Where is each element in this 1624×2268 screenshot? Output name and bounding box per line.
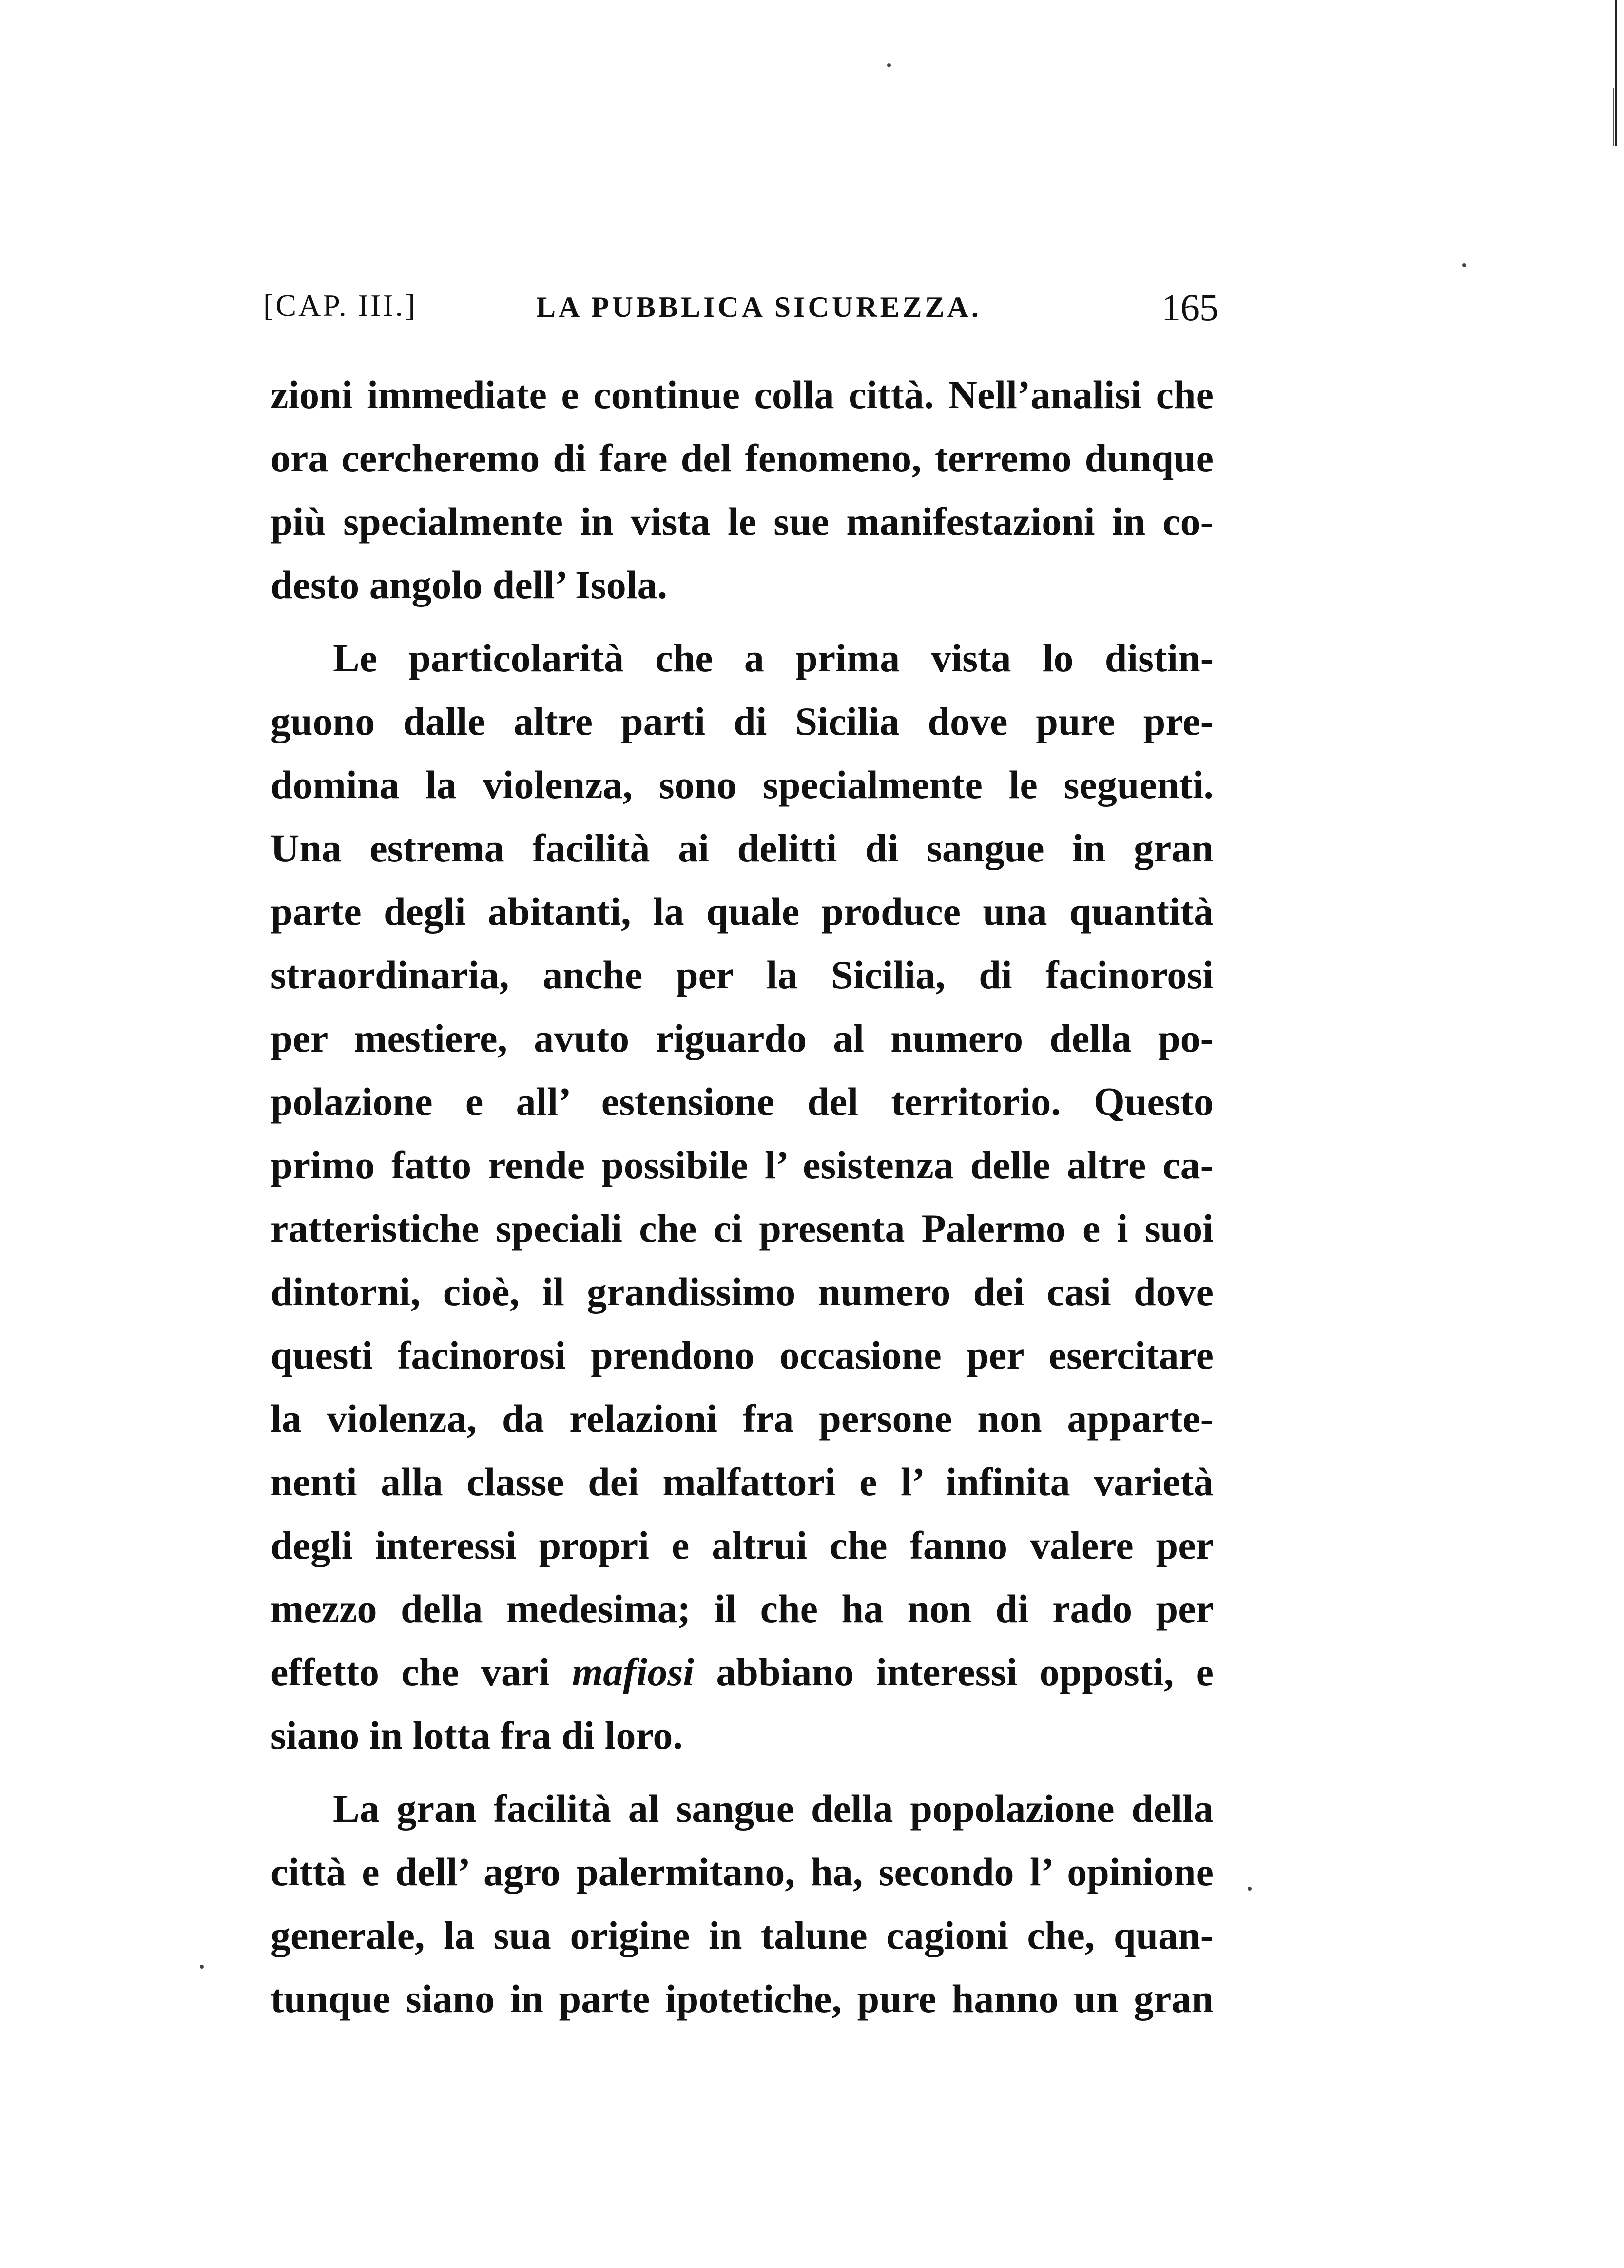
text-line: città e dell’ agro palermitano, ha, secondo l’ opinione xyxy=(271,1850,1214,1894)
scan-speck xyxy=(1248,1887,1252,1891)
text-line-mixed xyxy=(271,1641,1214,1704)
text-line: Le particolarità che a prima vista lo distin- xyxy=(333,636,1214,680)
chapter-label: [CAP. III.] xyxy=(263,288,417,323)
text-line: la violenza, da relazioni fra persone non apparte- xyxy=(271,1396,1214,1441)
text-segment: effetto che vari xyxy=(271,1650,550,1694)
text-line: degli interessi propri e altrui che fanno valere per xyxy=(271,1523,1214,1567)
text-line: più specialmente in vista le sue manifestazioni in co- xyxy=(271,499,1214,544)
text-line: questi facinorosi prendono occasione per esercitare xyxy=(271,1333,1214,1377)
scan-speck xyxy=(1462,263,1466,267)
text-line: primo fatto rende possibile l’ esistenza delle altre ca- xyxy=(271,1143,1214,1187)
text-line: tunque siano in parte ipotetiche, pure hanno un gran xyxy=(271,1976,1214,2021)
text-line: nenti alla classe dei malfattori e l’ infinita varietà xyxy=(271,1460,1214,1504)
text-line: La gran facilità al sangue della popolazione della xyxy=(333,1786,1214,1831)
scan-edge-mark-secondary xyxy=(1613,88,1614,146)
text-line: generale, la sua origine in talune cagioni che, quan- xyxy=(271,1913,1214,1957)
text-line: ora cercheremo di fare del fenomeno, terremo dunque xyxy=(271,436,1214,480)
text-segment: abbiano interessi opposti, e xyxy=(716,1650,1214,1694)
text-line: domina la violenza, sono specialmente le seguenti. xyxy=(271,763,1214,807)
scan-speck xyxy=(887,63,891,67)
running-header xyxy=(263,288,1218,341)
text-line: zioni immediate e continue colla città. Nell’analisi che xyxy=(271,372,1214,417)
text-line: guono dalle altre parti di Sicilia dove pure pre- xyxy=(271,699,1214,743)
text-line: straordinaria, anche per la Sicilia, di facinorosi xyxy=(271,953,1214,997)
running-title: LA PUBBLICA SICUREZZA. xyxy=(536,291,982,323)
text-line: dintorni, cioè, il grandissimo numero dei casi dove xyxy=(271,1270,1214,1314)
text-line: per mestiere, avuto riguardo al numero della po- xyxy=(271,1016,1214,1060)
scan-edge-mark xyxy=(1615,0,1617,146)
italic-term: mafiosi xyxy=(572,1650,695,1694)
body-text xyxy=(271,363,1214,2031)
page-number: 165 xyxy=(1161,286,1218,329)
text-line: Una estrema facilità ai delitti di sangue in gran xyxy=(271,826,1214,870)
text-line: polazione e all’ estensione del territorio. Questo xyxy=(271,1079,1214,1124)
text-line: parte degli abitanti, la quale produce una quantità xyxy=(271,889,1214,934)
text-line: mezzo della medesima; il che ha non di rado per xyxy=(271,1586,1214,1631)
text-line: siano in lotta fra di loro. xyxy=(271,1713,683,1758)
scan-speck xyxy=(200,1965,204,1969)
text-line: ratteristiche speciali che ci presenta Palermo e i suoi xyxy=(271,1206,1214,1251)
text-line: desto angolo dell’ Isola. xyxy=(271,563,667,607)
